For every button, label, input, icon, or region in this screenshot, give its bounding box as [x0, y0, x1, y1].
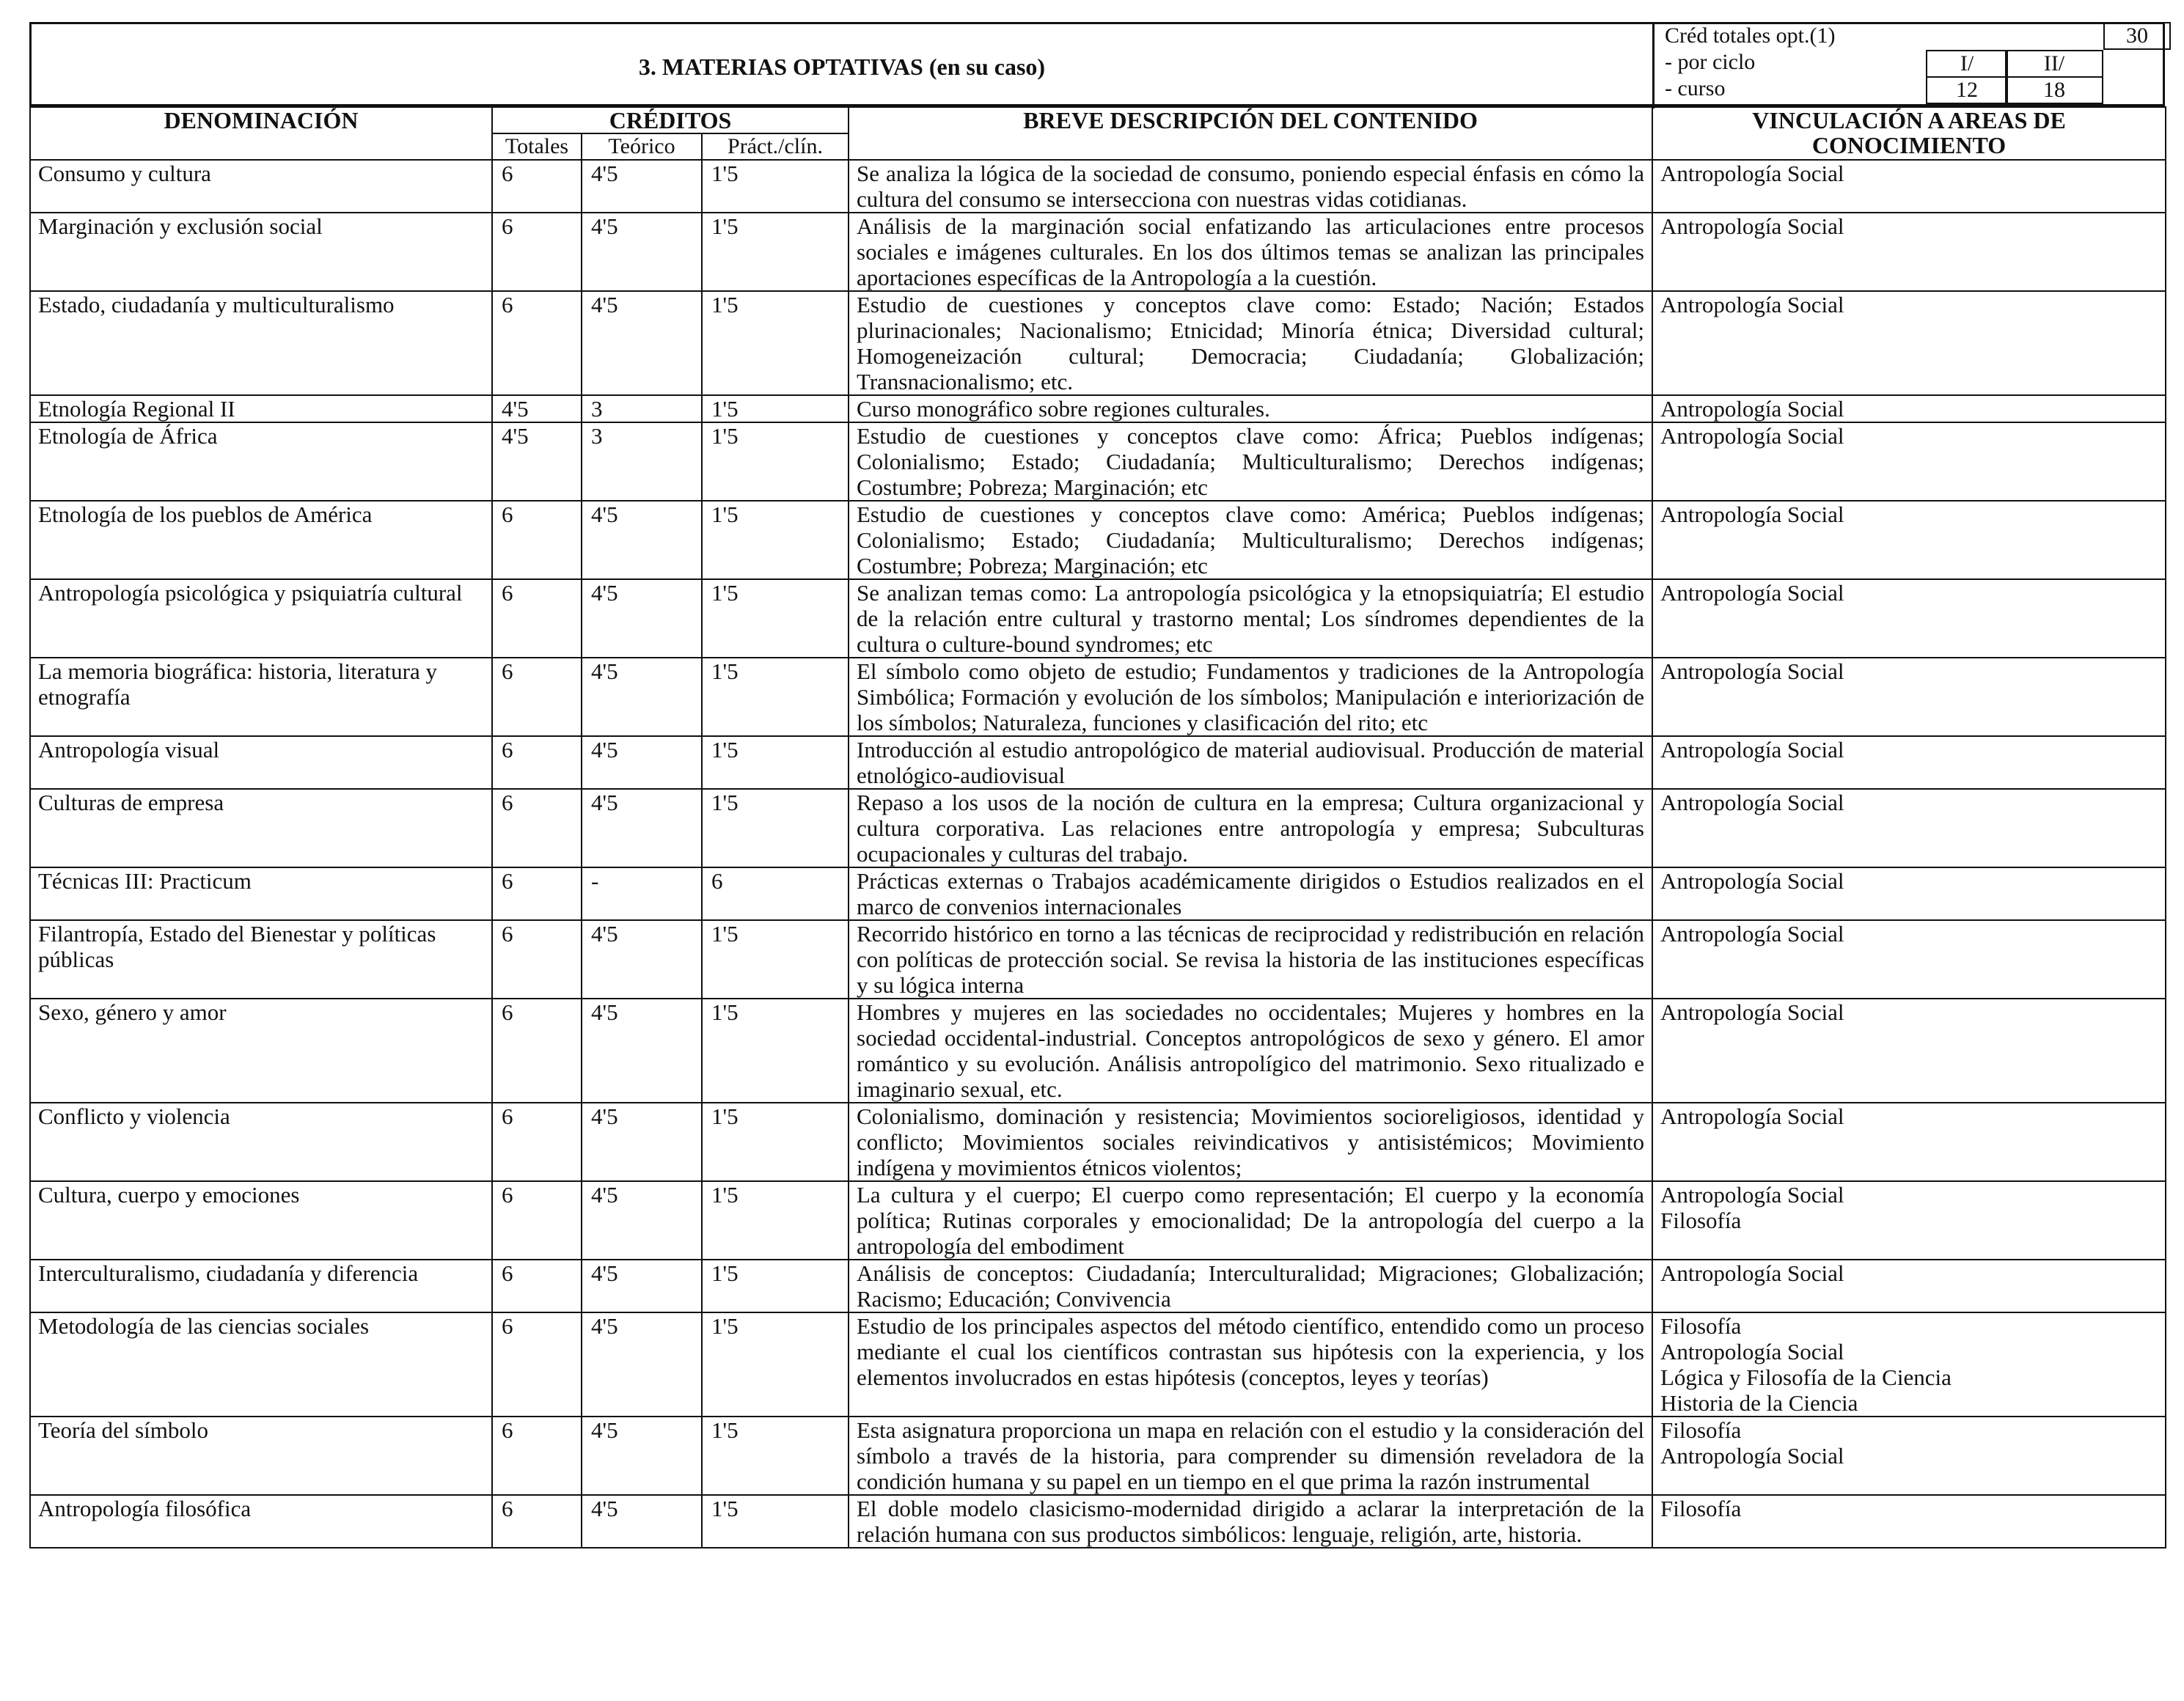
credits-totales: 6 — [492, 1260, 582, 1312]
table-row — [30, 736, 2166, 789]
credits-practico: 1'5 — [702, 658, 849, 736]
table-row — [30, 1260, 2166, 1312]
subject-description: Se analizan temas como: La antropología psicológica y la etnopsiquiatría; El estudio de la relación entre cultural y trastorno mental; Los síndromes dependientes de la cultura o culture-bound syndromes; etc — [849, 579, 1652, 658]
knowledge-area: Filosofía — [1660, 1496, 1742, 1521]
knowledge-areas — [1652, 1181, 2166, 1260]
credits-teorico: 3 — [582, 395, 702, 422]
knowledge-areas — [1652, 291, 2166, 395]
cred-totales-label: Créd totales opt.(1) — [1665, 23, 1836, 48]
curso-label: - curso — [1665, 76, 1726, 100]
knowledge-areas — [1652, 160, 2166, 213]
subject-description: Recorrido histórico en torno a las técnicas de reciprocidad y redistribución en relación con políticas de protección social. Se revisa la historia de las instituciones específicas y su lógica interna — [849, 920, 1652, 999]
credits-teorico: 4'5 — [582, 501, 702, 579]
credits-teorico: 4'5 — [582, 1260, 702, 1312]
knowledge-areas — [1652, 789, 2166, 867]
credit-totals-box — [1652, 22, 2172, 109]
credits-totales: 6 — [492, 501, 582, 579]
knowledge-areas — [1652, 579, 2166, 658]
subject-name: Cultura, cuerpo y emociones — [30, 1181, 492, 1260]
subject-description: Hombres y mujeres en las sociedades no occidentales; Mujeres y hombres en la sociedad occidental-industrial. Conceptos antropológicos de sexo y género. El amor romántico y su evolución. Análisis antropolígico del matrimonio. Sexo ritualizado e imaginario sexual, etc. — [849, 999, 1652, 1103]
knowledge-area: Antropología Social — [1660, 658, 1844, 684]
table-row — [30, 422, 2166, 501]
subject-name: Estado, ciudadanía y multiculturalismo — [30, 291, 492, 395]
table-row — [30, 213, 2166, 291]
subject-name: La memoria biográfica: historia, literatura y etnografía — [30, 658, 492, 736]
credits-teorico: 4'5 — [582, 1312, 702, 1417]
knowledge-areas — [1652, 1417, 2166, 1495]
credits-practico: 1'5 — [702, 920, 849, 999]
subject-name: Técnicas III: Practicum — [30, 867, 492, 920]
column-header-creditos: CRÉDITOS — [492, 107, 849, 133]
credits-practico: 1'5 — [702, 1312, 849, 1417]
knowledge-area: Antropología Social — [1660, 1443, 1844, 1469]
curso-2-value: 18 — [2005, 76, 2103, 104]
credits-totales: 6 — [492, 291, 582, 395]
subjects-table — [29, 106, 2166, 1548]
credits-practico: 1'5 — [702, 999, 849, 1103]
table-row — [30, 920, 2166, 999]
knowledge-area: Antropología Social — [1660, 921, 1844, 947]
subject-name: Marginación y exclusión social — [30, 213, 492, 291]
table-row — [30, 1181, 2166, 1260]
knowledge-area: Antropología Social — [1660, 1182, 1844, 1208]
table-row — [30, 1495, 2166, 1548]
credits-practico: 1'5 — [702, 291, 849, 395]
subject-description: Estudio de cuestiones y conceptos clave como: América; Pueblos indígenas; Colonialismo; Estado; Ciudadanía; Multiculturalismo; Derechos indígenas; Costumbre; Pobreza; Marginación; etc — [849, 501, 1652, 579]
credits-practico: 1'5 — [702, 1417, 849, 1495]
knowledge-area: Antropología Social — [1660, 161, 1844, 186]
subject-name: Consumo y cultura — [30, 160, 492, 213]
credits-totales: 6 — [492, 658, 582, 736]
knowledge-area: Historia de la Ciencia — [1660, 1390, 1858, 1416]
subject-name: Interculturalismo, ciudadanía y diferencia — [30, 1260, 492, 1312]
knowledge-areas — [1652, 920, 2166, 999]
subject-description: Colonialismo, dominación y resistencia; Movimientos socioreligiosos, identidad y conflicto; Movimientos sociales reivindicativos y antisistémicos; Movimiento indígena y movimientos étnicos violentos; — [849, 1103, 1652, 1181]
credits-practico: 1'5 — [702, 395, 849, 422]
knowledge-areas — [1652, 867, 2166, 920]
credits-practico: 1'5 — [702, 422, 849, 501]
credits-practico: 1'5 — [702, 579, 849, 658]
credits-teorico: 4'5 — [582, 658, 702, 736]
subject-name: Antropología visual — [30, 736, 492, 789]
credits-teorico: - — [582, 867, 702, 920]
credits-practico: 1'5 — [702, 1260, 849, 1312]
column-header-totales: Totales — [492, 133, 582, 160]
credits-practico: 1'5 — [702, 736, 849, 789]
knowledge-area: Antropología Social — [1660, 1103, 1844, 1129]
knowledge-areas — [1652, 999, 2166, 1103]
column-header-teorico: Teórico — [582, 133, 702, 160]
curso-1-value: 12 — [1926, 76, 2008, 104]
credits-teorico: 4'5 — [582, 999, 702, 1103]
subject-description: Introducción al estudio antropológico de material audiovisual. Producción de material etnológico-audiovisual — [849, 736, 1652, 789]
knowledge-areas — [1652, 422, 2166, 501]
sheet-header — [29, 22, 2165, 106]
credits-practico: 6 — [702, 867, 849, 920]
subject-name: Culturas de empresa — [30, 789, 492, 867]
table-row — [30, 501, 2166, 579]
knowledge-areas — [1652, 1312, 2166, 1417]
credits-totales: 6 — [492, 1417, 582, 1495]
subject-description: Curso monográfico sobre regiones culturales. — [849, 395, 1652, 422]
knowledge-area: Antropología Social — [1660, 502, 1844, 527]
knowledge-area: Antropología Social — [1660, 868, 1844, 894]
knowledge-area: Antropología Social — [1660, 737, 1844, 763]
subject-description: El doble modelo clasicismo-modernidad dirigido a aclarar la interpretación de la relación humana con sus productos simbólicos: lenguaje, religión, arte, historia. — [849, 1495, 1652, 1548]
subject-description: Estudio de los principales aspectos del método científico, entendido como un proceso mediante el cual los científicos contrastan sus hipótesis con la experiencia, y los elementos involucrados en estas hipótesis (conceptos, leyes y teorías) — [849, 1312, 1652, 1417]
table-row — [30, 658, 2166, 736]
subject-description: La cultura y el cuerpo; El cuerpo como representación; El cuerpo y la economía política; Rutinas corporales y emocionalidad; De la antropología del cuerpo a la antropología del embodiment — [849, 1181, 1652, 1260]
credits-totales: 6 — [492, 1312, 582, 1417]
credits-practico: 1'5 — [702, 1495, 849, 1548]
table-row — [30, 1103, 2166, 1181]
table-row — [30, 160, 2166, 213]
credits-totales: 6 — [492, 920, 582, 999]
knowledge-area: Filosofía — [1660, 1313, 1742, 1339]
credits-teorico: 4'5 — [582, 160, 702, 213]
knowledge-area: Antropología Social — [1660, 580, 1844, 606]
subject-name: Etnología de los pueblos de América — [30, 501, 492, 579]
subject-name: Etnología de África — [30, 422, 492, 501]
knowledge-area: Antropología Social — [1660, 1339, 1844, 1364]
subject-name: Etnología Regional II — [30, 395, 492, 422]
subjects-table-body — [30, 160, 2166, 1548]
credits-teorico: 4'5 — [582, 1181, 702, 1260]
table-row — [30, 291, 2166, 395]
credits-practico: 1'5 — [702, 1181, 849, 1260]
credits-teorico: 4'5 — [582, 213, 702, 291]
credits-totales: 6 — [492, 160, 582, 213]
credits-practico: 1'5 — [702, 213, 849, 291]
column-header-denominacion: DENOMINACIÓN — [30, 107, 492, 160]
ciclo-1-value: I/ — [1926, 50, 2008, 78]
subject-description: Esta asignatura proporciona un mapa en relación con el estudio y la consideración del símbolo a través de la historia, para comprender su dimensión reveladora de la condición humana y su papel en un tiempo en el que prima la razón instrumental — [849, 1417, 1652, 1495]
por-ciclo-label: - por ciclo — [1665, 50, 1756, 74]
knowledge-areas — [1652, 658, 2166, 736]
knowledge-area: Antropología Social — [1660, 213, 1844, 239]
subject-description: Repaso a los usos de la noción de cultura en la empresa; Cultura organizacional y cultura corporativa. Las relaciones entre antropología y empresa; Subculturas ocupacionales y culturas del trabajo. — [849, 789, 1652, 867]
optional-subjects-sheet — [29, 22, 2165, 1548]
column-header-vinculacion: VINCULACIÓN A AREAS DE CONOCIMIENTO — [1652, 107, 2166, 160]
credits-teorico: 4'5 — [582, 736, 702, 789]
ciclo-2-value: II/ — [2005, 50, 2103, 78]
knowledge-areas — [1652, 1103, 2166, 1181]
table-row — [30, 1312, 2166, 1417]
credits-totales: 4'5 — [492, 395, 582, 422]
knowledge-areas — [1652, 213, 2166, 291]
knowledge-area: Antropología Social — [1660, 999, 1844, 1025]
knowledge-areas — [1652, 501, 2166, 579]
credits-totales: 6 — [492, 213, 582, 291]
credits-teorico: 4'5 — [582, 789, 702, 867]
cred-totales-value: 30 — [2103, 22, 2171, 50]
credits-teorico: 3 — [582, 422, 702, 501]
knowledge-area: Antropología Social — [1660, 292, 1844, 317]
subject-name: Filantropía, Estado del Bienestar y políticas públicas — [30, 920, 492, 999]
credits-teorico: 4'5 — [582, 1103, 702, 1181]
subject-description: Análisis de la marginación social enfatizando las articulaciones entre procesos sociales e imágenes culturales. En los dos últimos temas se analizan las principales aportaciones específicas de la Antropología a la cuestión. — [849, 213, 1652, 291]
table-row — [30, 1417, 2166, 1495]
subject-name: Conflicto y violencia — [30, 1103, 492, 1181]
subject-description: Prácticas externas o Trabajos académicamente dirigidos o Estudios realizados en el marco de convenios internacionales — [849, 867, 1652, 920]
credits-totales: 6 — [492, 736, 582, 789]
knowledge-area: Antropología Social — [1660, 423, 1844, 449]
knowledge-areas — [1652, 395, 2166, 422]
knowledge-area: Filosofía — [1660, 1417, 1742, 1443]
credits-teorico: 4'5 — [582, 1417, 702, 1495]
credits-teorico: 4'5 — [582, 920, 702, 999]
table-row — [30, 867, 2166, 920]
subject-name: Antropología psicológica y psiquiatría cultural — [30, 579, 492, 658]
subject-description: El símbolo como objeto de estudio; Fundamentos y tradiciones de la Antropología Simbólica; Formación y evolución de los símbolos; Manipulación e interiorización de los símbolos; Naturaleza, funciones y clasificación del rito; etc — [849, 658, 1652, 736]
subject-name: Antropología filosófica — [30, 1495, 492, 1548]
table-row — [30, 999, 2166, 1103]
subject-name: Sexo, género y amor — [30, 999, 492, 1103]
subject-description: Se analiza la lógica de la sociedad de consumo, poniendo especial énfasis en cómo la cultura del consumo se intersecciona con nuestras vidas cotidianas. — [849, 160, 1652, 213]
knowledge-areas — [1652, 1260, 2166, 1312]
knowledge-areas — [1652, 1495, 2166, 1548]
credits-totales: 6 — [492, 1103, 582, 1181]
credits-teorico: 4'5 — [582, 291, 702, 395]
credits-practico: 1'5 — [702, 789, 849, 867]
credits-totales: 6 — [492, 789, 582, 867]
credits-totales: 4'5 — [492, 422, 582, 501]
column-header-practico: Práct./clín. — [702, 133, 849, 160]
credits-totales: 6 — [492, 999, 582, 1103]
knowledge-area: Antropología Social — [1660, 1260, 1844, 1286]
credits-totales: 6 — [492, 1495, 582, 1548]
knowledge-area: Filosofía — [1660, 1208, 1742, 1233]
subject-name: Metodología de las ciencias sociales — [30, 1312, 492, 1417]
credits-practico: 1'5 — [702, 160, 849, 213]
table-row — [30, 395, 2166, 422]
knowledge-area: Antropología Social — [1660, 396, 1844, 422]
credits-teorico: 4'5 — [582, 579, 702, 658]
subject-description: Estudio de cuestiones y conceptos clave como: Estado; Nación; Estados plurinacionales; Nacionalismo; Etnicidad; Minoría étnica; Diversidad cultural; Homogeneización cultural; Democracia; Ciudadanía; Globalización; Transnacionalismo; etc. — [849, 291, 1652, 395]
column-header-descripcion: BREVE DESCRIPCIÓN DEL CONTENIDO — [849, 107, 1652, 160]
knowledge-area: Antropología Social — [1660, 790, 1844, 815]
credits-practico: 1'5 — [702, 501, 849, 579]
subject-description: Análisis de conceptos: Ciudadanía; Interculturalidad; Migraciones; Globalización; Racismo; Educación; Convivencia — [849, 1260, 1652, 1312]
subject-name: Teoría del símbolo — [30, 1417, 492, 1495]
subject-description: Estudio de cuestiones y conceptos clave como: África; Pueblos indígenas; Colonialismo; Estado; Ciudadanía; Multiculturalismo; Derechos indígenas; Costumbre; Pobreza; Marginación; etc — [849, 422, 1652, 501]
credits-totales: 6 — [492, 1181, 582, 1260]
knowledge-area: Lógica y Filosofía de la Ciencia — [1660, 1364, 1952, 1390]
credits-totales: 6 — [492, 867, 582, 920]
credits-teorico: 4'5 — [582, 1495, 702, 1548]
credits-totales: 6 — [492, 579, 582, 658]
table-row — [30, 579, 2166, 658]
section-title: 3. MATERIAS OPTATIVAS (en su caso) — [638, 54, 1046, 80]
credits-practico: 1'5 — [702, 1103, 849, 1181]
table-row — [30, 789, 2166, 867]
knowledge-areas — [1652, 736, 2166, 789]
